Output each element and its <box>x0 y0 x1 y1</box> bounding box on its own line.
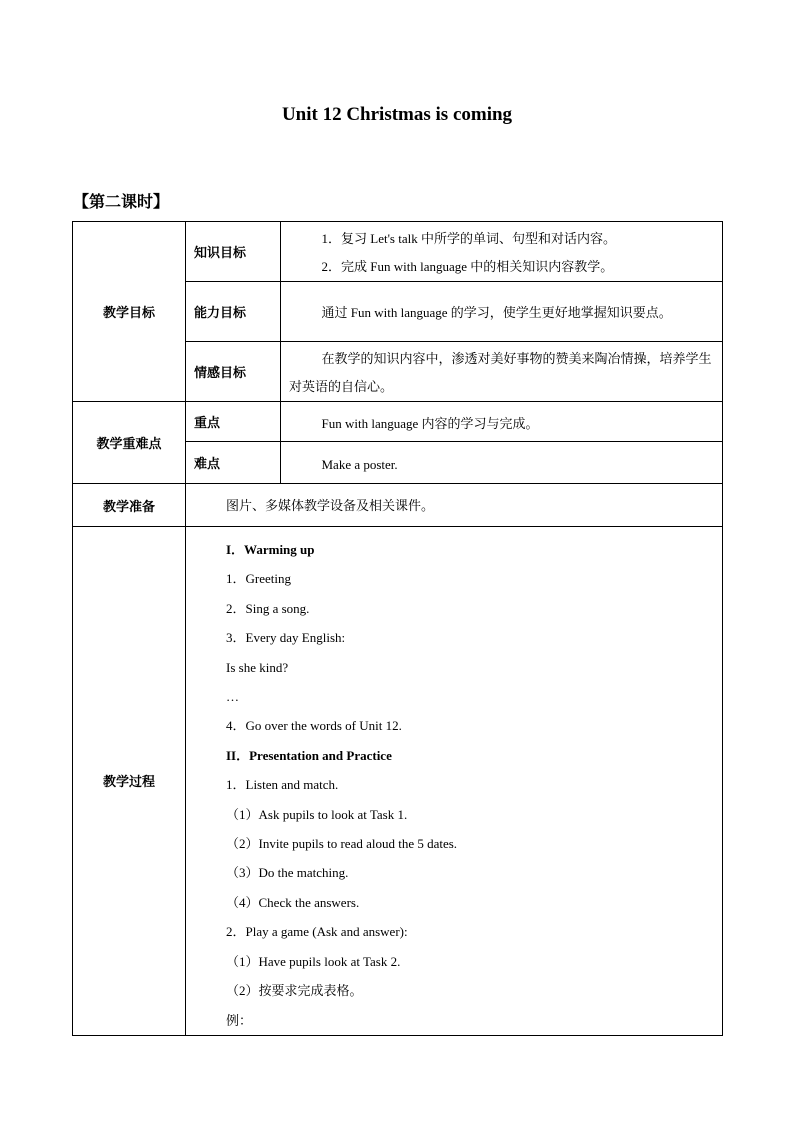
process-line: Is she kind? <box>226 659 289 675</box>
emotion-goal-text: 在教学的知识内容中，渗透对美好事物的赞美来陶冶情操，培养学生对英语的自信心。 <box>289 351 712 394</box>
process-heading: II．Presentation and Practice <box>226 747 392 763</box>
process-line: … <box>226 689 239 705</box>
key-point-content <box>281 402 723 442</box>
lesson-plan-table <box>72 221 723 1036</box>
process-line: 2．Play a game (Ask and answer): <box>226 924 408 940</box>
category-teaching-goals: 教学目标 <box>73 222 186 402</box>
knowledge-goal-line: 2．完成 Fun with language 中的相关知识内容教学。 <box>321 259 614 274</box>
label-key-point: 重点 <box>186 402 281 442</box>
category-teaching-process: 教学过程 <box>73 527 186 1036</box>
process-line: 2．Sing a song. <box>226 600 310 616</box>
row-preparation <box>73 484 723 527</box>
label-difficulty: 难点 <box>186 442 281 484</box>
process-line: （3）Do the matching. <box>226 865 349 881</box>
key-point-text: Fun with language 内容的学习与完成。 <box>321 415 539 431</box>
process-line: 1．Listen and match. <box>226 777 339 793</box>
process-line: 例： <box>226 1012 253 1028</box>
knowledge-goal-content <box>281 222 723 282</box>
category-key-difficult-points: 教学重难点 <box>73 402 186 484</box>
process-line: 1．Greeting <box>226 571 291 587</box>
process-heading: I．Warming up <box>226 542 315 557</box>
process-line: 4．Go over the words of Unit 12. <box>226 718 402 734</box>
ability-goal-text: 通过 Fun with language 的学习，使学生更好地掌握知识要点。 <box>321 305 672 320</box>
process-content <box>186 527 723 1036</box>
label-ability-goal: 能力目标 <box>186 282 281 342</box>
ability-goal-content <box>281 282 723 342</box>
process-line: （2）按要求完成表格。 <box>226 983 363 999</box>
label-knowledge-goal: 知识目标 <box>186 222 281 282</box>
preparation-text: 图片、多媒体教学设备及相关课件。 <box>226 497 435 513</box>
knowledge-goal-line: 1．复习 Let's talk 中所学的单词、句型和对话内容。 <box>321 231 616 246</box>
process-line: （2）Invite pupils to read aloud the 5 dates. <box>226 836 458 852</box>
process-line: （1）Ask pupils to look at Task 1. <box>226 806 408 822</box>
row-process <box>73 527 723 1036</box>
process-line: （1）Have pupils look at Task 2. <box>226 953 401 969</box>
process-line: （4）Check the answers. <box>226 894 360 910</box>
label-emotion-goal: 情感目标 <box>186 342 281 402</box>
difficulty-content <box>281 442 723 484</box>
row-key-point <box>73 402 723 442</box>
category-preparation: 教学准备 <box>73 484 186 527</box>
preparation-content <box>186 484 723 527</box>
emotion-goal-content <box>281 342 723 402</box>
process-line: 3．Every day English: <box>226 630 346 646</box>
row-knowledge-goal <box>73 222 723 282</box>
difficulty-text: Make a poster. <box>321 456 398 472</box>
page-title: Unit 12 Christmas is coming <box>281 104 513 125</box>
lesson-section-label: 【第二课时】 <box>73 192 170 211</box>
